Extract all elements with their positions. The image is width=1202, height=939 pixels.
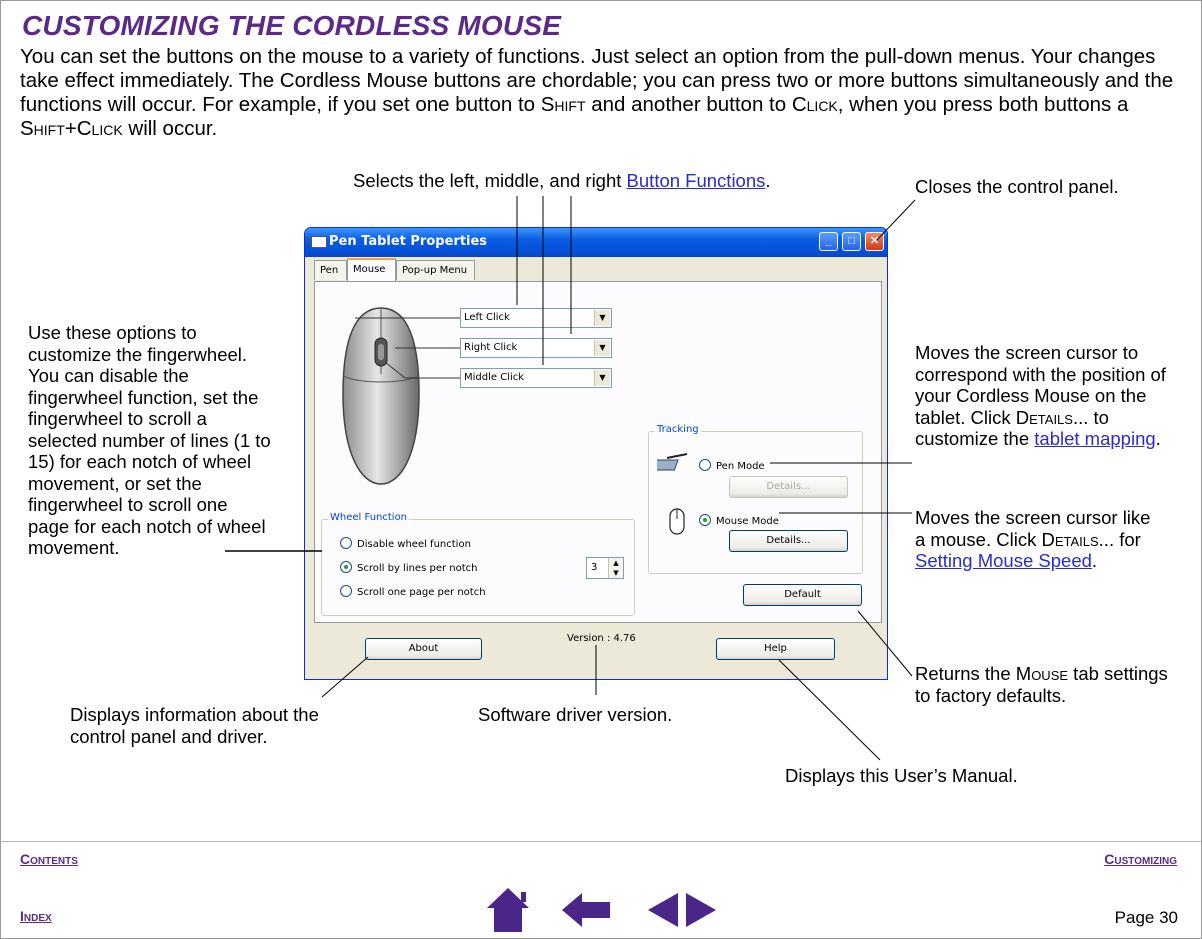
radio-selected-icon xyxy=(699,514,711,526)
middle-button-combo[interactable] xyxy=(460,368,612,388)
lines-per-notch-spinner[interactable] xyxy=(586,557,624,579)
radio-icon xyxy=(340,537,352,549)
wheel-function-label: Wheel Function xyxy=(330,512,408,523)
chevron-down-icon: ▼ xyxy=(594,340,610,356)
tracking-label: Tracking xyxy=(657,424,699,435)
radio-icon xyxy=(699,459,711,471)
minimize-button[interactable] xyxy=(819,232,838,251)
footer-divider xyxy=(1,841,1201,842)
tablet-mapping-link[interactable]: tablet mapping xyxy=(1034,428,1156,449)
previous-page-icon[interactable] xyxy=(648,893,678,927)
next-page-icon[interactable] xyxy=(686,893,716,927)
radio-selected-icon xyxy=(340,561,352,573)
annotation-pen-mode-details: Details xyxy=(1015,406,1073,428)
dialog-titlebar xyxy=(305,228,887,257)
index-link[interactable]: Index xyxy=(20,908,52,924)
radio-pen-mode-label: Pen Mode xyxy=(716,461,765,472)
pen-tablet-properties-dialog xyxy=(304,227,888,680)
annotation-selects xyxy=(353,170,771,192)
spinner-arrows-icon[interactable]: ▲ ▼ xyxy=(608,558,623,578)
annotation-selects-period: . xyxy=(765,170,771,191)
help-button[interactable]: Help xyxy=(716,638,835,660)
mouse-tab-panel xyxy=(314,281,882,623)
back-arrow-icon[interactable] xyxy=(562,893,610,927)
close-icon: ✕ xyxy=(869,235,880,247)
pen-mode-details-button[interactable]: Details... xyxy=(729,476,848,498)
radio-pen-mode[interactable] xyxy=(699,459,765,472)
version-label: Version : 4.76 xyxy=(567,633,636,644)
right-button-value: Right Click xyxy=(464,342,518,353)
middle-button-value: Middle Click xyxy=(464,372,525,383)
chevron-down-icon: ▼ xyxy=(594,310,610,326)
customizing-link[interactable]: Customizing xyxy=(1104,851,1177,867)
annotation-pen-mode-mid: ... to customize the xyxy=(915,406,1109,449)
annotation-about: Displays information about the control panel and driver. xyxy=(70,704,319,747)
radio-disable-wheel[interactable] xyxy=(340,537,471,550)
button-functions-link[interactable]: Button Functions xyxy=(626,170,766,191)
maximize-button[interactable] xyxy=(842,232,861,251)
radio-disable-wheel-label: Disable wheel function xyxy=(357,539,471,550)
annotation-default-mouse: Mouse xyxy=(1015,663,1069,684)
right-button-combo[interactable] xyxy=(460,338,612,358)
contents-link[interactable]: Contents xyxy=(20,851,78,867)
about-button[interactable]: About xyxy=(365,638,482,660)
annotation-default xyxy=(915,663,1175,706)
intro-text-2: and another button to xyxy=(585,93,792,116)
intro-paragraph xyxy=(20,45,1190,141)
tracking-group xyxy=(648,424,863,574)
annotation-wheel: Use these options to customize the fingerwheel. You can disable the fingerwheel function, set the fingerwheel to scroll a selected number of lines (1 to 15) for each notch of wheel movement, or set the fingerwheel to scroll one page for each notch of wheel movement. xyxy=(28,322,271,558)
page-title: CUSTOMIZING THE CORDLESS MOUSE xyxy=(22,10,562,41)
home-icon[interactable] xyxy=(485,886,531,934)
setting-mouse-speed-link[interactable]: Setting Mouse Speed xyxy=(915,550,1092,571)
minimize-icon: _ xyxy=(825,235,832,247)
tab-pen[interactable]: Pen xyxy=(314,260,347,280)
wheel-function-group xyxy=(321,512,635,616)
page-number: Page 30 xyxy=(1114,908,1178,927)
lines-per-notch-value: 3 xyxy=(591,562,598,573)
annotation-mouse-mode-period: . xyxy=(1091,550,1098,571)
annotation-mouse-mode xyxy=(915,507,1155,572)
tab-mouse[interactable]: Mouse xyxy=(347,258,396,281)
intro-text-4: will occur. xyxy=(122,117,218,140)
default-button[interactable]: Default xyxy=(743,584,862,606)
tablet-app-icon xyxy=(311,236,327,248)
radio-scroll-lines-label: Scroll by lines per notch xyxy=(357,563,478,574)
chevron-down-icon: ▼ xyxy=(594,370,610,386)
intro-shift-click: Shift+Click xyxy=(20,117,123,140)
radio-mouse-mode[interactable] xyxy=(699,514,779,527)
radio-scroll-lines[interactable] xyxy=(340,561,477,574)
annotation-selects-text: Selects the left, middle, and right xyxy=(353,170,627,191)
annotation-closes: Closes the control panel. xyxy=(915,176,1119,197)
annotation-mouse-mode-text: Moves the screen cursor like a mouse. Click xyxy=(915,507,1151,550)
close-button[interactable] xyxy=(865,232,884,251)
annotation-mouse-mode-details: Details xyxy=(1041,528,1099,550)
radio-scroll-page[interactable] xyxy=(340,585,486,598)
annotation-pen-mode-period: . xyxy=(1155,428,1161,449)
annotation-help: Displays this User’s Manual. xyxy=(785,765,1018,786)
intro-text-1: You can set the buttons on the mouse to a variety of functions. Just select an option from the pull-down menus. Your changes take effect immediately. The Cordless Mouse buttons are chordable; you can press two or more buttons simultaneously and the functions will occur. For example, if you set one button to xyxy=(20,45,1174,116)
dialog-title: Pen Tablet Properties xyxy=(329,234,488,249)
annotation-default-post: tab settings to factory defaults. xyxy=(915,663,1168,706)
annotation-mouse-mode-mid: ... for xyxy=(1098,528,1141,550)
annotation-version: Software driver version. xyxy=(478,704,673,725)
maximize-icon: □ xyxy=(848,235,855,247)
annotation-pen-mode-text: Moves the screen cursor to correspond with the position of your Cordless Mouse on the tablet. Click xyxy=(915,342,1166,428)
left-button-combo[interactable] xyxy=(460,308,612,328)
tab-popup-menu[interactable]: Pop-up Menu xyxy=(396,260,475,280)
pen-mode-icon xyxy=(657,452,689,474)
annotation-default-text: Returns the xyxy=(915,663,1016,684)
left-button-value: Left Click xyxy=(464,312,510,323)
mouse-mode-details-button[interactable]: Details... xyxy=(729,530,848,552)
intro-click: Click xyxy=(791,93,838,116)
annotation-pen-mode xyxy=(915,342,1177,450)
radio-icon xyxy=(340,585,352,597)
radio-mouse-mode-label: Mouse Mode xyxy=(716,516,779,527)
intro-text-3: , when you press both buttons a xyxy=(837,93,1129,116)
radio-scroll-page-label: Scroll one page per notch xyxy=(357,587,486,598)
intro-shift: Shift xyxy=(540,93,586,116)
mouse-mode-icon xyxy=(669,508,685,536)
